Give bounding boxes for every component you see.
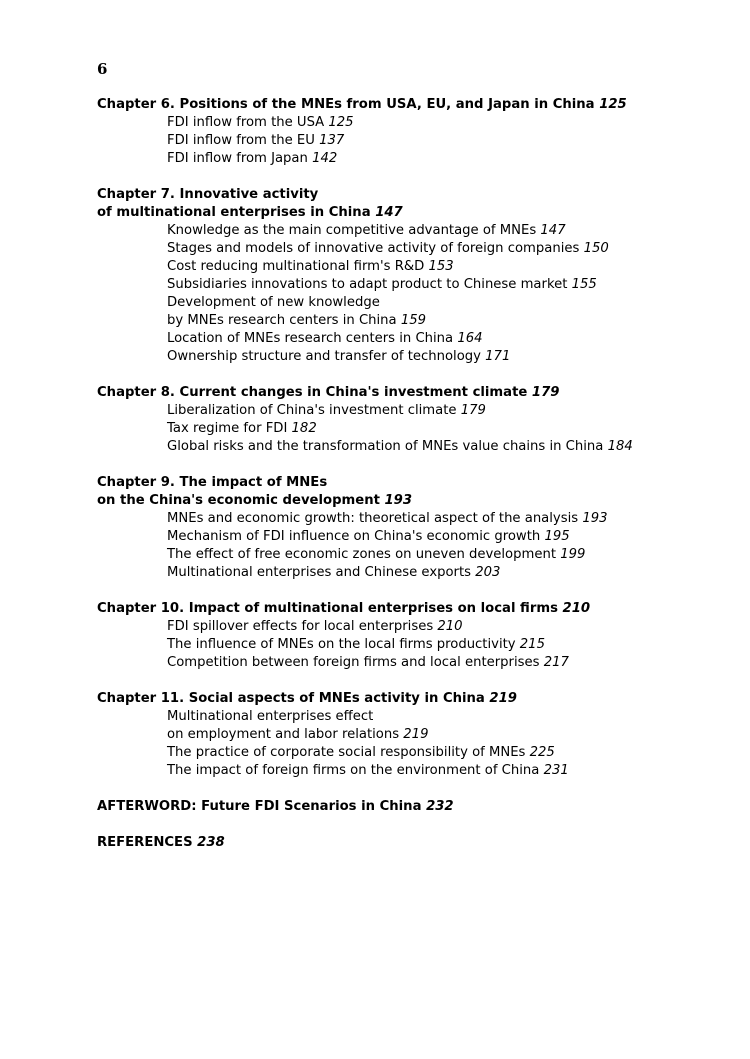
section-title-text: Multinational enterprises and Chinese exports <box>167 565 472 580</box>
section-page-number: 147 <box>540 223 566 238</box>
section-title-text: The impact of foreign firms on the environment of China <box>167 763 540 778</box>
toc-section-entry <box>97 528 717 546</box>
section-title-text: The effect of free economic zones on uneven development <box>167 547 556 562</box>
section-title-text: Liberalization of China's investment climate <box>167 403 457 418</box>
chapter-page-number: 125 <box>599 97 627 112</box>
chapter-title <box>97 834 717 852</box>
chapter-page-number: 210 <box>562 601 591 616</box>
section-page-number: 210 <box>437 619 463 634</box>
section-title-text: Mechanism of FDI influence on China's economic growth <box>167 529 541 544</box>
toc-chapter <box>97 834 717 852</box>
toc-section-entry <box>97 420 717 438</box>
chapter-title-text: Chapter 10. Impact of multinational enterprises on local firms <box>97 601 558 616</box>
section-page-number: 215 <box>519 637 545 652</box>
section-title-text: The influence of MNEs on the local firms productivity <box>167 637 516 652</box>
chapter-title <box>97 690 717 708</box>
toc-section-entry <box>97 726 717 744</box>
section-page-number: 137 <box>319 133 345 148</box>
section-page-number: 217 <box>543 655 569 670</box>
chapter-page-number: 238 <box>197 835 225 850</box>
section-title-text: by MNEs research centers in China <box>167 313 397 328</box>
section-page-number: 125 <box>328 115 354 130</box>
section-title-text: Subsidiaries innovations to adapt product to Chinese market <box>167 277 568 292</box>
toc-section-entry <box>97 618 717 636</box>
section-title-text: Development of new knowledge <box>167 295 380 310</box>
toc-section-entry <box>97 294 717 312</box>
section-page-number: 171 <box>485 349 511 364</box>
section-title-text: Location of MNEs research centers in China <box>167 331 454 346</box>
section-page-number: 219 <box>403 727 429 742</box>
toc-chapter <box>97 600 717 672</box>
section-list <box>97 708 717 780</box>
section-page-number: 153 <box>428 259 454 274</box>
toc-section-entry <box>97 348 717 366</box>
section-title-text: FDI inflow from the USA <box>167 115 325 130</box>
toc-chapter <box>97 474 717 582</box>
section-page-number: 195 <box>544 529 570 544</box>
chapter-title <box>97 600 717 618</box>
chapter-title-text: Chapter 7. Innovative activity <box>97 187 319 202</box>
chapter-title <box>97 474 717 492</box>
section-page-number: 182 <box>291 421 317 436</box>
section-page-number: 179 <box>460 403 486 418</box>
section-page-number: 150 <box>583 241 609 256</box>
toc-section-entry <box>97 312 717 330</box>
toc-section-entry <box>97 132 717 150</box>
toc-section-entry <box>97 510 717 528</box>
toc-section-entry <box>97 222 717 240</box>
chapter-title-text: on the China's economic development <box>97 493 380 508</box>
toc-section-entry <box>97 402 717 420</box>
toc-section-entry <box>97 564 717 582</box>
toc-section-entry <box>97 150 717 168</box>
toc-section-entry <box>97 546 717 564</box>
chapter-page-number: 179 <box>531 385 560 400</box>
chapter-title-text: Chapter 8. Current changes in China's investment climate <box>97 385 528 400</box>
section-title-text: Competition between foreign firms and local enterprises <box>167 655 540 670</box>
section-page-number: 164 <box>457 331 483 346</box>
toc-chapter <box>97 96 717 168</box>
chapter-page-number: 219 <box>489 691 517 706</box>
toc-chapter <box>97 186 717 366</box>
section-page-number: 231 <box>543 763 569 778</box>
section-page-number: 142 <box>312 151 338 166</box>
section-title-text: Knowledge as the main competitive advantage of MNEs <box>167 223 537 238</box>
section-title-text: Tax regime for FDI <box>167 421 288 436</box>
toc-section-entry <box>97 240 717 258</box>
toc-section-entry <box>97 636 717 654</box>
section-title-text: Multinational enterprises effect <box>167 709 374 724</box>
chapter-title <box>97 798 717 816</box>
toc-section-entry <box>97 276 717 294</box>
chapter-title <box>97 384 717 402</box>
toc-section-entry <box>97 114 717 132</box>
chapter-title <box>97 186 717 204</box>
toc-section-entry <box>97 654 717 672</box>
section-page-number: 193 <box>582 511 608 526</box>
chapter-title-text: Chapter 6. Positions of the MNEs from USA, EU, and Japan in China <box>97 97 595 112</box>
section-title-text: Global risks and the transformation of MNEs value chains in China <box>167 439 604 454</box>
toc-section-entry <box>97 762 717 780</box>
section-title-text: Stages and models of innovative activity of foreign companies <box>167 241 580 256</box>
section-page-number: 155 <box>571 277 597 292</box>
toc-chapter <box>97 384 717 456</box>
section-list <box>97 222 717 366</box>
section-page-number: 199 <box>560 547 586 562</box>
page-number: 6 <box>97 60 108 78</box>
chapter-title-text: AFTERWORD: Future FDI Scenarios in China <box>97 799 422 814</box>
section-page-number: 203 <box>475 565 501 580</box>
chapter-title-text: of multinational enterprises in China <box>97 205 371 220</box>
section-title-text: on employment and labor relations <box>167 727 400 742</box>
chapter-page-number: 193 <box>384 493 413 508</box>
toc-section-entry <box>97 744 717 762</box>
section-page-number: 184 <box>607 439 633 454</box>
section-page-number: 225 <box>529 745 555 760</box>
section-title-text: MNEs and economic growth: theoretical aspect of the analysis <box>167 511 579 526</box>
toc-section-entry <box>97 258 717 276</box>
section-title-text: FDI inflow from Japan <box>167 151 308 166</box>
section-list <box>97 114 717 168</box>
toc-chapter <box>97 798 717 816</box>
section-title-text: The practice of corporate social responsibility of MNEs <box>167 745 526 760</box>
section-title-text: Ownership structure and transfer of technology <box>167 349 481 364</box>
section-page-number: 159 <box>400 313 426 328</box>
chapter-title-text: Chapter 9. The impact of MNEs <box>97 475 328 490</box>
chapter-title <box>97 204 717 222</box>
chapter-title-text: REFERENCES <box>97 835 193 850</box>
section-list <box>97 618 717 672</box>
section-title-text: FDI inflow from the EU <box>167 133 315 148</box>
toc-section-entry <box>97 438 717 456</box>
table-of-contents <box>97 96 717 870</box>
section-list <box>97 402 717 456</box>
toc-section-entry <box>97 708 717 726</box>
section-title-text: FDI spillover effects for local enterprises <box>167 619 434 634</box>
toc-chapter <box>97 690 717 780</box>
chapter-title <box>97 96 717 114</box>
chapter-page-number: 232 <box>426 799 454 814</box>
section-title-text: Cost reducing multinational firm's R&D <box>167 259 425 274</box>
section-list <box>97 510 717 582</box>
toc-section-entry <box>97 330 717 348</box>
chapter-title <box>97 492 717 510</box>
chapter-page-number: 147 <box>375 205 403 220</box>
chapter-title-text: Chapter 11. Social aspects of MNEs activity in China <box>97 691 485 706</box>
